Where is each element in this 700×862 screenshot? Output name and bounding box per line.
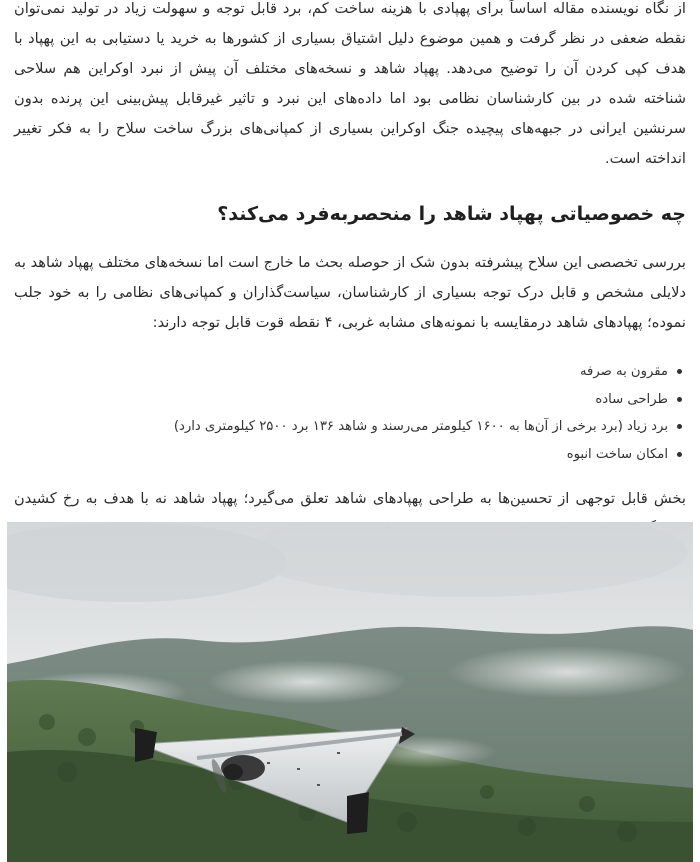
bullet-dot-icon [677, 369, 682, 374]
bullet-dot-icon [677, 452, 682, 457]
bullet-dot-icon [677, 424, 682, 429]
list-item [14, 386, 668, 414]
list-item [14, 358, 668, 386]
features-list [14, 358, 686, 468]
article-photo [7, 522, 693, 862]
bullet-dot-icon [677, 397, 682, 402]
list-item-text: مقرون به صرفه [579, 364, 668, 379]
section-heading: چه خصوصیاتی پهپاد شاهد را منحصربه‌فرد می‌کند؟ [217, 203, 686, 225]
list-item [14, 413, 668, 441]
list-item-text: برد زیاد (برد برخی از آن‌ها به ۱۶۰۰ کیلومتر می‌رسند و شاهد ۱۳۶ برد ۲۵۰۰ کیلومتری دارد) [173, 419, 668, 434]
features-paragraph: بررسی تخصصی این سلاح پیشرفته بدون شک از حوصله بحث ما خارج است اما نسخه‌های مختلف پهپاد شاهد به دلایلی مشخص و قابل درک توجه بسیاری از کارشناسان، سیاست‌گذاران و کمپانی‌های نظامی را به خود جلب نموده؛ پهپادهای شاهد درمقایسه با نمونه‌های مشابه غربی، ۴ نقطه قوت قابل توجه دارند: [14, 254, 686, 331]
list-item-text: امکان ساخت انبوه [566, 446, 668, 462]
list-item-text: طراحی ساده [595, 391, 668, 407]
list-item [14, 441, 668, 469]
drone-photo-illustration [7, 522, 693, 862]
intro-paragraph: از نگاه نویسنده مقاله اساساً برای پهپادی با هزینه ساخت کم، برد قابل توجه و سهولت زیاد در تولید نمی‌توان نقطه ضعفی در نظر گرفت و همین موضوع دلیل اشتیاق بسیاری از کشورها به خرید یا دستیابی به این پهپاد با هدف کپی کردن آن را توضیح می‌دهد. پهپاد شاهد و نسخه‌های مختلف آن پیش از نبرد اوکراین هم سلاحی شناخته شده در بین کارشناسان نظامی بود اما داده‌های این نبرد و تاثیر غیرقابل پیش‌بینی این پرنده بدون سرنشین ایرانی در جبهه‌های پیچیده جنگ اوکراین بسیاری از کمپانی‌های بزرگ ساخت سلاح را به فکر تغییر انداخته است. [14, 0, 686, 167]
design-paragraph: بخش قابل توجهی از تحسین‌ها به طراحی پهپادهای شاهد تعلق می‌گیرد؛ پهپاد شاهد نه با هدف به رخ کشیدن [14, 490, 686, 507]
